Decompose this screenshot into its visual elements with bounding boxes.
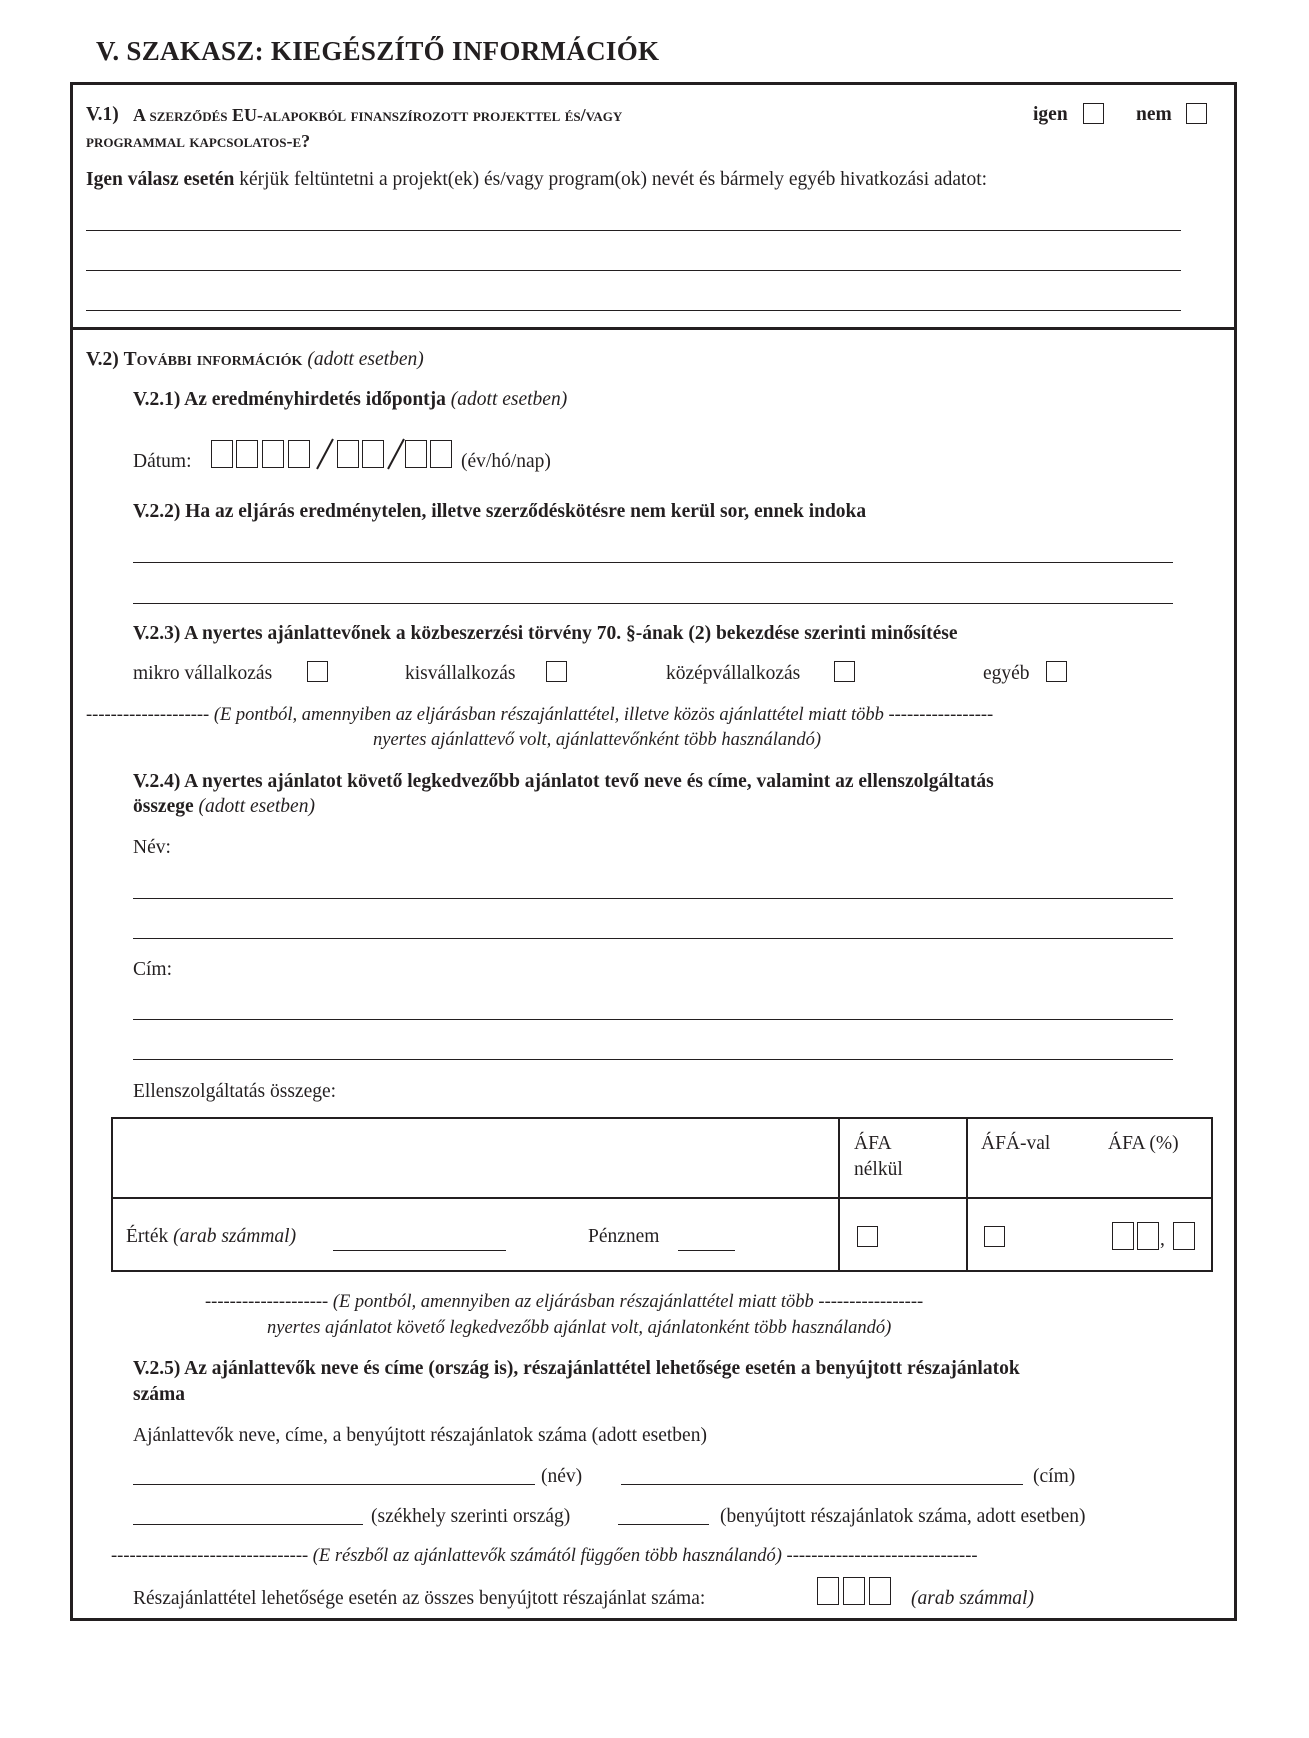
v24-address-field-2[interactable] [133,1059,1173,1060]
date-year-digit-3[interactable] [262,440,284,468]
total-bids-label: Részajánlattétel lehetősége esetén az összes benyújtott részajánlat száma: [133,1588,706,1609]
v2-heading-text: További információk [123,349,303,370]
date-month-digit-2[interactable] [362,440,384,468]
v1-no-label: nem [1136,104,1172,125]
col-with-vat-header: ÁFÁ-val [981,1133,1051,1154]
v1-project-field-3[interactable] [86,310,1181,311]
bidder-name-label: (név) [541,1466,583,1487]
option-micro-label: mikro vállalkozás [133,663,273,684]
v24-title-line2 [133,795,315,819]
currency-label: Pénznem [588,1226,660,1247]
date-year-digit-1[interactable] [211,440,233,468]
col-no-vat-header-line1: ÁFA [854,1133,892,1154]
v1-project-field-2[interactable] [86,270,1181,271]
bidder-count-input[interactable] [618,1524,709,1525]
vat-percent-digit-1[interactable] [1112,1222,1134,1250]
bidder-country-input[interactable] [133,1524,363,1525]
v1-yes-label: igen [1033,104,1068,125]
bidder-country-label: (székhely szerinti ország) [371,1506,571,1527]
v1-instruction [86,168,987,192]
v2-number: V.2) [86,349,119,370]
value-label-text: Érték [126,1226,169,1247]
total-bids-digit-2[interactable] [843,1577,865,1605]
v1-instruction-rest: kérjük feltüntetni a projekt(ek) és/vagy program(ok) nevét és bármely egyéb hivatkozási adatot: [234,169,988,190]
option-medium-label: középvállalkozás [666,663,801,684]
vat-percent-digit-3[interactable] [1173,1222,1195,1250]
amount-table-row-divider [111,1197,1213,1199]
v24-title-line1: V.2.4) A nyertes ajánlatot követő legkedvezőbb ajánlatot tevő neve és címe, valamint az ellenszolgáltatás [133,771,994,792]
v25-subtitle: Ajánlattevők neve, címe, a benyújtott részajánlatok száma (adott esetben) [133,1425,707,1446]
bidder-address-input[interactable] [621,1484,1023,1485]
option-micro-checkbox[interactable] [307,661,328,682]
amount-table-col-divider-1 [838,1117,840,1272]
total-bids-note: (arab számmal) [911,1588,1034,1609]
col-vat-percent-header: ÁFA (%) [1108,1133,1179,1154]
date-format-hint: (év/hó/nap) [461,451,551,472]
v1-question-line2: programmal kapcsolatos-e? [86,131,311,151]
v24-name-field-2[interactable] [133,938,1173,939]
v24-title-line2-text: összege [133,796,194,817]
option-small-label: kisvállalkozás [405,663,516,684]
option-small-checkbox[interactable] [546,661,567,682]
v24-address-label: Cím: [133,959,173,980]
no-vat-checkbox[interactable] [857,1226,878,1247]
v25-repeat-note: -------------------------------- (E részből az ajánlattevők számától függően több használandó) ------------------------------- [111,1546,978,1566]
date-day-digit-2[interactable] [430,440,452,468]
date-label: Dátum: [133,451,192,472]
v24-repeat-note-line2: nyertes ajánlatot követő legkedvezőbb ajánlat volt, ajánlatonként több használandó) [267,1318,892,1338]
section-title: V. SZAKASZ: KIEGÉSZÍTŐ INFORMÁCIÓK [96,36,660,66]
v24-name-field-1[interactable] [133,898,1173,899]
v1-question-line1: A szerződés EU-alapokból finanszírozott projekttel és/vagy [133,105,623,125]
v1-project-field-1[interactable] [86,230,1181,231]
v22-reason-field-1[interactable] [133,562,1173,563]
v24-address-field-1[interactable] [133,1019,1173,1020]
amount-table-col-divider-2 [966,1117,968,1272]
v23-repeat-note-line2: nyertes ajánlattevő volt, ajánlattevőnként több használandó) [373,730,822,750]
vat-percent-digit-2[interactable] [1137,1222,1159,1250]
date-year-digit-2[interactable] [236,440,258,468]
v22-title: V.2.2) Ha az eljárás eredménytelen, illetve szerződéskötésre nem kerül sor, ennek indoka [133,501,867,522]
date-year-digit-4[interactable] [288,440,310,468]
option-other-label: egyéb [983,663,1030,684]
v1-yes-checkbox[interactable] [1083,103,1104,124]
v1-number: V.1) [86,104,119,125]
value-label-note: (arab számmal) [173,1226,297,1247]
value-input[interactable] [333,1250,506,1251]
v24-name-label: Név: [133,837,171,858]
v2-heading-note: (adott esetben) [307,349,424,370]
option-other-checkbox[interactable] [1046,661,1067,682]
v23-title: V.2.3) A nyertes ajánlattevőnek a közbeszerzési törvény 70. §-ának (2) bekezdése szerinti minősítése [133,623,958,644]
v21-note: (adott esetben) [450,389,568,410]
total-bids-digit-1[interactable] [817,1577,839,1605]
col-no-vat-header-line2: nélkül [854,1159,903,1180]
v22-reason-field-2[interactable] [133,603,1173,604]
bidder-count-label: (benyújtott részajánlatok száma, adott esetben) [720,1506,1086,1527]
v1-instruction-bold: Igen válasz esetén [86,169,235,190]
total-bids-digit-3[interactable] [869,1577,891,1605]
date-day-digit-1[interactable] [405,440,427,468]
date-month-digit-1[interactable] [337,440,359,468]
value-label [126,1225,296,1249]
v24-note: (adott esetben) [198,796,315,817]
v23-repeat-note-line1: -------------------- (E pontból, amennyiben az eljárásban részajánlattétel, illetve közös ajánlattétel miatt több ----------------- [86,705,994,725]
v2-heading [86,348,424,372]
v1-no-checkbox[interactable] [1186,103,1207,124]
bidder-name-input[interactable] [133,1484,535,1485]
v24-amount-label: Ellenszolgáltatás összege: [133,1081,337,1102]
option-medium-checkbox[interactable] [834,661,855,682]
v21-heading [133,388,567,412]
with-vat-checkbox[interactable] [984,1226,1005,1247]
currency-input[interactable] [678,1250,735,1251]
v24-repeat-note-line1: -------------------- (E pontból, amennyiben az eljárásban részajánlattétel miatt több ----------------- [205,1292,924,1312]
bidder-address-label: (cím) [1033,1466,1076,1487]
v25-title-line2: száma [133,1384,185,1405]
v21-title: V.2.1) Az eredményhirdetés időpontja [133,389,446,410]
vat-decimal-separator: , [1160,1229,1165,1250]
v25-title-line1: V.2.5) Az ajánlattevők neve és címe (ország is), részajánlattétel lehetősége esetén a benyújtott részajánlatok [133,1358,1020,1379]
